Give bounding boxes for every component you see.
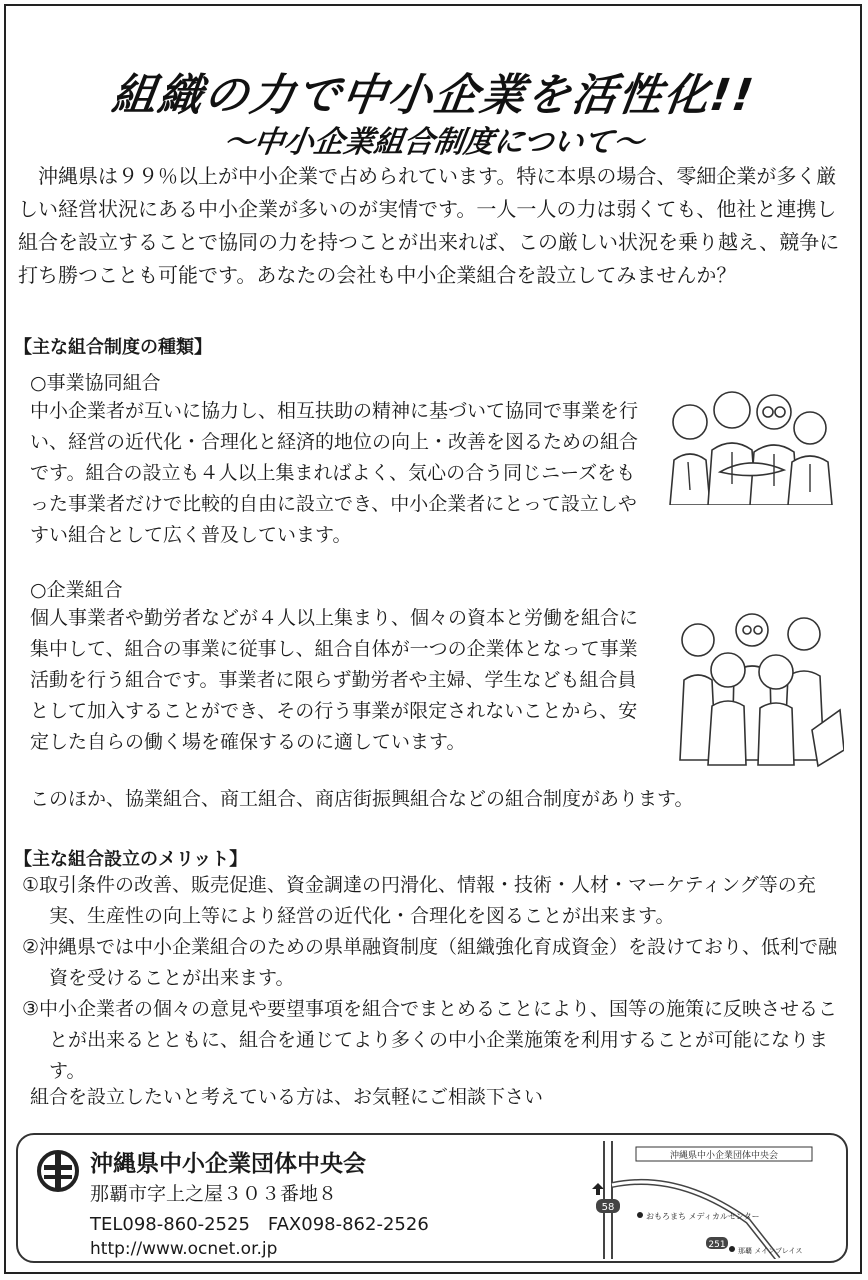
merit-item: ②沖縄県では中小企業組合のための県単融資制度（組織強化育成資金）を設けており、低利で融資を受けることが出来ます。 — [22, 936, 838, 989]
map-title: 沖縄県中小企業団体中央会 — [669, 1151, 779, 1161]
workers-group-illustration — [672, 610, 844, 770]
map-route-label: 58 — [601, 1202, 615, 1213]
type-2-description: 個人事業者や勤労者などが４人以上集まり、個々の資本と労働を組合に集中して、組合の事業に従事し、組合自体が一つの企業体となって事業活動を行う組合です。事業者に限らず勤労者や主婦、学生なども組合員として加入することができ、その行う事業が限定されないことから、安定した自らの働く場を確保するのに適しています。 — [30, 607, 639, 753]
organization-url-link[interactable]: http://www.ocnet.or.jp — [90, 1239, 278, 1259]
organization-logo-icon — [36, 1149, 80, 1193]
organization-address: 那覇市字上之屋３０３番地８ — [90, 1183, 338, 1205]
map-landmark-mainplace: 那覇 メインプレイス — [738, 1247, 803, 1255]
intro-paragraph: 沖縄県は９９％以上が中小企業で占められています。特に本県の場合、零細企業が多く厳しい経営状況にある中小企業が多いのが実情です。一人一人の力は弱くても、他社と連携し組合を設立することで協同の力を持つことが出来れば、この厳しい状況を乗り越え、競争に打ち勝つことも可能です。あなたの会社も中小企業組合を設立してみませんか？ — [18, 164, 840, 287]
merits-heading: 【主な組合設立のメリット】 — [14, 849, 248, 870]
location-map — [578, 1141, 818, 1259]
page-title: 組織の力で中小企業を活性化!! — [108, 70, 759, 122]
type-2-name: ○企業組合 — [30, 579, 123, 601]
type-1-name: ○事業協同組合 — [30, 372, 161, 394]
page-subtitle: ～中小企業組合制度について～ — [221, 124, 646, 160]
types-heading: 【主な組合制度の種類】 — [14, 337, 212, 358]
organization-phone-fax: TEL098-860-2525 FAX098-862-2526 — [90, 1214, 429, 1235]
merit-item: ③中小企業者の個々の意見や要望事項を組合でまとめることにより、国等の施策に反映させることが出来るとともに、組合を通じてより多くの中小企業施策を利用することが可能になります。 — [22, 998, 838, 1082]
map-landmark-medical: おもろまち メディカルセンター — [646, 1212, 760, 1221]
merit-item: ①取引条件の改善、販売促進、資金調達の円滑化、情報・技術・人材・マーケティング等の充実、生産性の向上等により経営の近代化・合理化を図ることが出来ます。 — [22, 874, 816, 927]
organization-name: 沖縄県中小企業団体中央会 — [90, 1151, 366, 1177]
other-types-text: このほか、協業組合、商工組合、商店街振興組合などの組合制度があります。 — [30, 788, 694, 810]
merits-list — [22, 870, 848, 1087]
closing-text: 組合を設立したいと考えている方は、お気軽にご相談下さい — [30, 1086, 544, 1108]
business-people-handshake-illustration — [660, 380, 840, 505]
contact-box — [16, 1133, 848, 1263]
map-route-label-2: 251 — [708, 1240, 726, 1250]
type-1-description: 中小企業者が互いに協力し、相互扶助の精神に基づいて協同で事業を行い、経営の近代化・合理化と経済的地位の向上・改善を図るための組合です。組合の設立も４人以上集まればよく、気心の合う同じニーズをもった事業者だけで比較的自由に設立でき、中小企業者にとって設立しやすい組合として広く普及しています。 — [30, 400, 639, 546]
